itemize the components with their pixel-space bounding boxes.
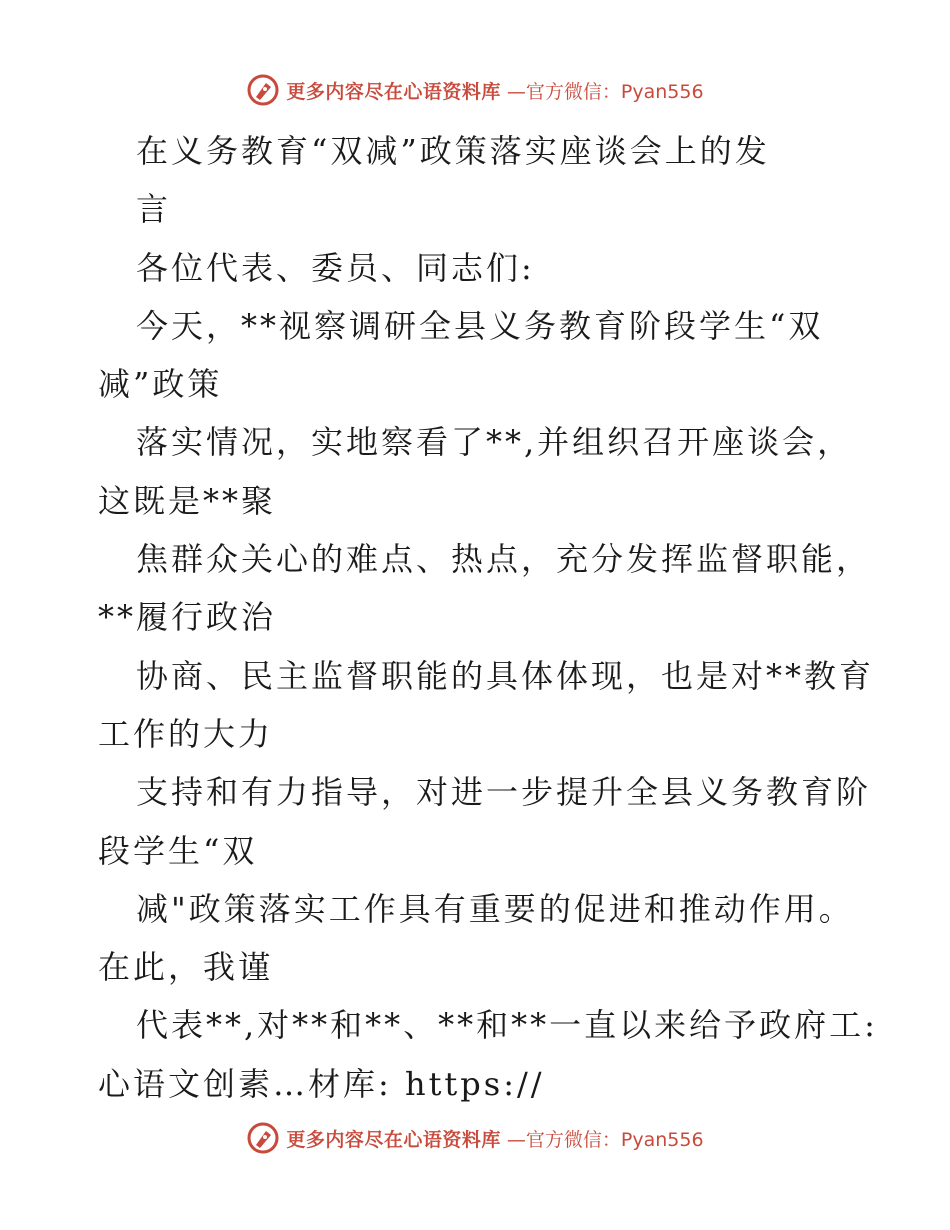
header-banner-contact: —官方微信：Pyan556 <box>506 80 704 103</box>
doc-line-6: 落实情况，实地察看了**,并组织召开座谈会， <box>136 423 853 462</box>
doc-line-10: 协商、民主监督职能的具体体现，也是对**教育 <box>136 656 875 695</box>
doc-line-7: 这既是**聚 <box>98 481 277 520</box>
doc-line-4: 今天，**视察调研全县义务教育阶段学生“双 <box>136 306 824 345</box>
doc-line-8: 焦群众关心的难点、热点，充分发挥监督职能， <box>136 540 872 579</box>
doc-line-17: 心语文创素…材库: https:// <box>98 1064 545 1103</box>
header-banner <box>0 70 950 110</box>
pen-nib-circle-logo-icon <box>246 73 280 107</box>
doc-line-14: 减"政策落实工作具有重要的促进和推动作用。 <box>136 889 854 928</box>
footer-banner-contact: —官方微信：Pyan556 <box>506 1128 704 1151</box>
doc-line-15: 在此，我谨 <box>98 948 274 987</box>
doc-line-1: 在义务教育“双减”政策落实座谈会上的发 <box>136 132 770 170</box>
footer-banner <box>0 1118 950 1158</box>
header-banner-text: 更多内容尽在心语资料库 <box>286 80 501 103</box>
doc-line-5: 减”政策 <box>98 365 223 404</box>
footer-banner-text: 更多内容尽在心语资料库 <box>286 1128 501 1151</box>
doc-line-2: 言 <box>136 190 172 229</box>
doc-line-11: 工作的大力 <box>98 714 274 753</box>
doc-line-9: **履行政治 <box>98 598 277 637</box>
doc-line-16: 代表**,对**和**、**和**一直以来给予政府工: <box>136 1006 878 1045</box>
document-body <box>0 122 950 1113</box>
doc-line-13: 段学生“双 <box>98 831 258 870</box>
doc-line-12: 支持和有力指导，对进一步提升全县义务教育阶 <box>136 773 872 812</box>
pen-nib-circle-logo-icon <box>246 1121 280 1155</box>
doc-line-3: 各位代表、委员、同志们: <box>136 248 535 287</box>
